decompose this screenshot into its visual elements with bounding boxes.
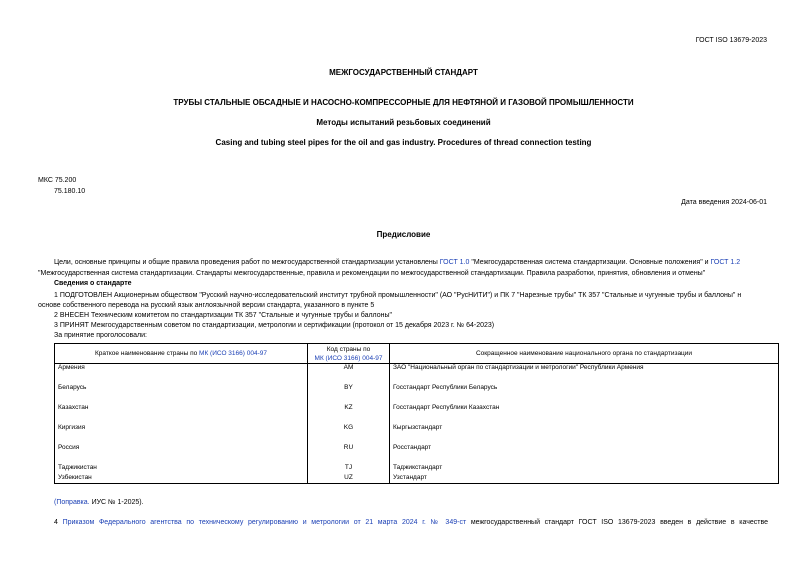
body-cell: Госстандарт Республики Казахстан xyxy=(390,404,779,424)
column-header-text: Краткое наименование страны по xyxy=(95,350,198,357)
item-2-introduced: 2 ВНЕСЕН Техническим комитетом по стандартизации ТК 357 "Стальные и чугунные трубы и баллоны" xyxy=(54,312,392,319)
gost-1-2-link[interactable]: ГОСТ 1.2 xyxy=(710,259,741,266)
table-row xyxy=(55,444,779,464)
table-row xyxy=(55,474,779,484)
table-row xyxy=(55,384,779,404)
country-cell: Беларусь xyxy=(55,384,308,404)
table-row xyxy=(55,464,779,474)
body-cell: Кыргызстандарт xyxy=(390,424,779,444)
item-1-prepared-line-2: основе собственного перевода на русский язык англоязычной версии стандарта, указанного в пункте 5 xyxy=(38,302,375,309)
item-4-number: 4 xyxy=(54,519,58,526)
foreword-text: Цели, основные принципы и общие правила проведения работ по межгосударственной стандартизации установлены xyxy=(54,259,438,266)
document-number: ГОСТ ISO 13679-2023 xyxy=(695,37,767,44)
rosstandart-order-link[interactable]: Приказом Федерального агентства по техническому регулированию и метрологии от 21 марта 2024 г. № 349-ст xyxy=(62,519,467,526)
country-cell: Россия xyxy=(55,444,308,464)
mks-code: МКС 75.200 xyxy=(38,177,77,184)
english-title: Casing and tubing steel pipes for the oil and gas industry. Procedures of thread connection testing xyxy=(215,138,592,147)
item-4-enacted xyxy=(54,519,768,526)
country-cell: Армения xyxy=(55,364,308,384)
voted-label: За принятие проголосовали: xyxy=(54,332,147,339)
table-header-row xyxy=(55,344,779,364)
standard-type-heading: МЕЖГОСУДАРСТВЕННЫЙ СТАНДАРТ xyxy=(329,68,478,77)
introduction-date: Дата введения 2024-06-01 xyxy=(681,199,767,206)
amendment-open: (Поправка. xyxy=(54,499,90,506)
mk-iso-3166-link[interactable]: МК (ИСО 3166) 004-97 xyxy=(199,350,267,357)
column-header-text: Код страны по xyxy=(326,345,371,353)
code-cell: KZ xyxy=(308,404,390,424)
column-header-country xyxy=(55,344,308,364)
mk-iso-3166-link[interactable]: МК (ИСО 3166) 004-97 xyxy=(314,354,383,362)
item-4-text: межгосударственный стандарт ГОСТ ISO 13679-2023 введен в действие в качестве xyxy=(470,519,769,526)
code-cell: BY xyxy=(308,384,390,404)
code-cell: AM xyxy=(308,364,390,384)
foreword-paragraph-1 xyxy=(54,259,740,266)
code-cell: UZ xyxy=(308,474,390,484)
amendment-text: ИУС № 1-2025). xyxy=(91,499,144,506)
table-row xyxy=(55,424,779,444)
code-cell: RU xyxy=(308,444,390,464)
foreword-paragraph-1-line-2: "Межгосударственная система стандартизации. Стандарты межгосударственные, правила и рекомендации по межгосударственной стандартизации. Правила разработки, принятия, обновления и отмены" xyxy=(38,270,706,277)
table-row xyxy=(55,404,779,424)
foreword-text-cont: "Межгосударственная система стандартизации. Основные положения" и xyxy=(471,259,709,266)
body-cell: Госстандарт Республики Беларусь xyxy=(390,384,779,404)
item-3-adopted: 3 ПРИНЯТ Межгосударственным советом по стандартизации, метрологии и сертификации (протокол от 15 декабря 2023 г. № 64-2023) xyxy=(54,322,495,329)
column-header-body: Сокращенное наименование национального органа по стандартизации xyxy=(390,344,779,364)
country-cell: Таджикистан xyxy=(55,464,308,474)
body-cell: ЗАО "Национальный орган по стандартизации и метрологии" Республики Армения xyxy=(390,364,779,384)
column-header-code xyxy=(308,344,390,364)
country-cell: Казахстан xyxy=(55,404,308,424)
standard-info-heading: Сведения о стандарте xyxy=(54,280,132,287)
mks-code-secondary: 75.180.10 xyxy=(54,188,86,195)
country-cell: Киргизия xyxy=(55,424,308,444)
gost-1-0-link[interactable]: ГОСТ 1.0 xyxy=(439,259,470,266)
foreword-heading: Предисловие xyxy=(376,230,431,239)
country-cell: Узбекистан xyxy=(55,474,308,484)
code-cell: TJ xyxy=(308,464,390,474)
amendment-note xyxy=(54,499,144,506)
standard-subtitle: Методы испытаний резьбовых соединений xyxy=(316,118,491,127)
body-cell: Узстандарт xyxy=(390,474,779,484)
body-cell: Росстандарт xyxy=(390,444,779,464)
item-1-prepared: 1 ПОДГОТОВЛЕН Акционерным обществом "Русский научно-исследовательский институт трубной промышленности" (АО "РусНИТИ") и ПК 7 "Нарезные трубы" ТК 357 "Стальные и чугунные трубы и баллоны" н xyxy=(54,292,742,299)
standard-title: ТРУБЫ СТАЛЬНЫЕ ОБСАДНЫЕ И НАСОСНО-КОМПРЕССОРНЫЕ ДЛЯ НЕФТЯНОЙ И ГАЗОВОЙ ПРОМЫШЛЕННОСТИ xyxy=(173,98,634,107)
table-row xyxy=(55,364,779,384)
body-cell: Таджикстандарт xyxy=(390,464,779,474)
countries-table xyxy=(54,343,779,484)
code-cell: KG xyxy=(308,424,390,444)
